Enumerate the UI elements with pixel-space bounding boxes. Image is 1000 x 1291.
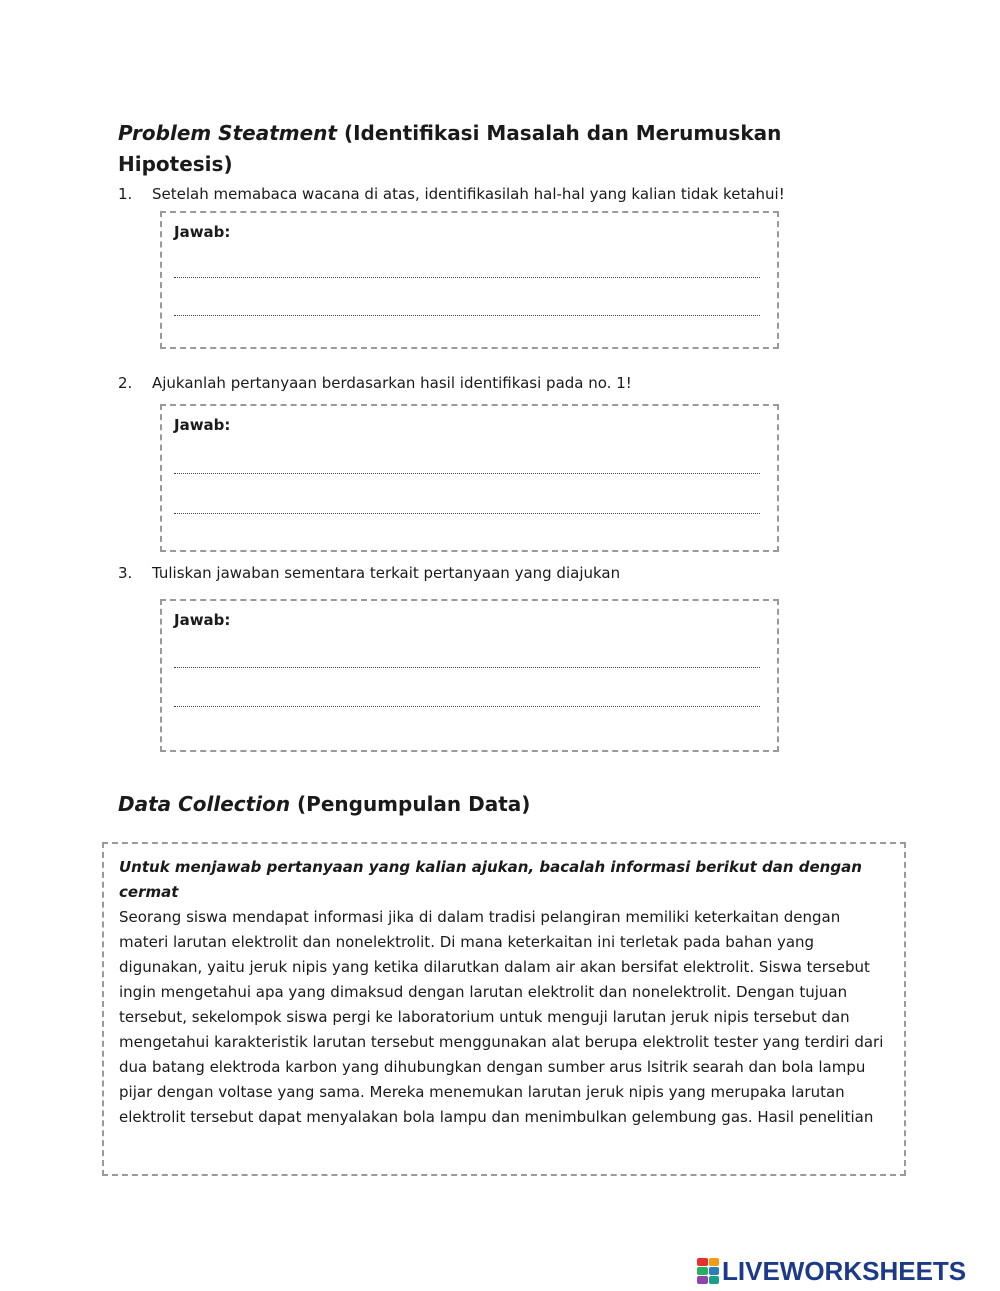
answer-label-2: Jawab: (174, 416, 231, 434)
answer-box-2[interactable] (160, 404, 779, 552)
liveworksheets-wordmark: LIVEWORKSHEETS (722, 1255, 967, 1286)
answer-label-3: Jawab: (174, 611, 231, 629)
data-collection-title-italic: Data Collection (118, 792, 291, 816)
answer-line-1a[interactable] (174, 277, 760, 278)
question-1-number: 1. (118, 185, 133, 203)
liveworksheets-mark-icon (697, 1258, 719, 1284)
answer-box-1[interactable] (160, 211, 779, 349)
problem-title-line2: Hipotesis) (118, 152, 233, 176)
question-1-text: Setelah memabaca wacana di atas, identifikasilah hal-hal yang kalian tidak ketahui! (152, 185, 785, 203)
problem-title-rest: (Identifikasi Masalah dan Merumuskan (336, 121, 782, 145)
data-collection-title (118, 789, 530, 820)
answer-box-3[interactable] (160, 599, 779, 752)
liveworksheets-logo (697, 1256, 993, 1286)
answer-line-3a[interactable] (174, 667, 760, 668)
information-heading: Untuk menjawab pertanyaan yang kalian ajukan, bacalah informasi berikut dan dengan cermat (119, 858, 862, 901)
question-2-number: 2. (118, 374, 133, 392)
problem-title-italic: Problem Steatment (118, 121, 337, 145)
answer-line-2a[interactable] (174, 473, 760, 474)
problem-statement-title (118, 118, 781, 180)
question-3-text: Tuliskan jawaban sementara terkait pertanyaan yang diajukan (152, 564, 621, 582)
question-3-number: 3. (118, 564, 133, 582)
answer-line-3b[interactable] (174, 706, 760, 707)
information-body: Seorang siswa mendapat informasi jika di dalam tradisi pelangiran memiliki keterkaitan dengan materi larutan elektrolit dan nonelektrolit. Di mana keterkaitan ini terletak pada bahan yang digunakan, yaitu jeruk nipis yang ketika dilarutkan dalam air akan bersifat elektrolit. Siswa tersebut ingin mengetahui apa yang dimaksud dengan larutan elektrolit dan nonelektrolit. Dengan tujuan tersebut, sekelompok siswa pergi ke laboratorium untuk menguji larutan jeruk nipis tersebut dan mengetahui karakteristik larutan tersebut menggunakan alat berupa elektrolit tester yang terdiri dari dua batang elektroda karbon yang dihubungkan dengan sumber arus lsitrik searah dan bola lampu pijar dengan voltase yang sama. Mereka menemukan larutan jeruk nipis yang merupaka larutan elektrolit tersebut dapat menyalakan bola lampu dan menimbulkan gelembung gas. Hasil penelitian (119, 908, 884, 1126)
answer-line-1b[interactable] (174, 315, 760, 316)
question-2-text: Ajukanlah pertanyaan berdasarkan hasil identifikasi pada no. 1! (152, 374, 632, 392)
answer-label-1: Jawab: (174, 223, 231, 241)
data-collection-title-rest: (Pengumpulan Data) (290, 792, 531, 816)
information-box (102, 842, 906, 1176)
answer-line-2b[interactable] (174, 513, 760, 514)
